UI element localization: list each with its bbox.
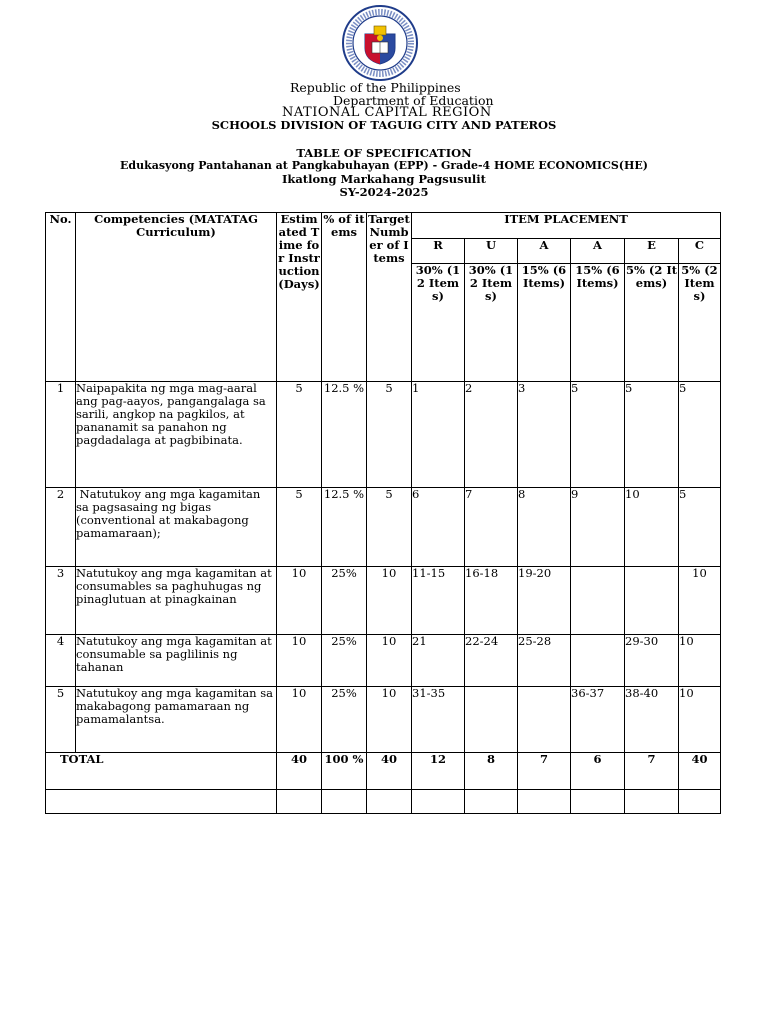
row-r: 1 xyxy=(412,382,465,488)
row-e xyxy=(625,567,679,635)
row-competency: Natutukoy ang mga kagamitan sa pagsasaing ng bigas (conventional at makabagong pamamaraan); xyxy=(76,488,277,567)
row-percent: 25% xyxy=(322,567,367,635)
region-line: NATIONAL CAPITAL REGION xyxy=(282,105,492,120)
level-code-e: E xyxy=(625,239,679,264)
row-c: 10 xyxy=(679,687,721,753)
row-c: 10 xyxy=(679,567,721,635)
row-percent: 12.5 % xyxy=(322,488,367,567)
subject-line: Edukasyong Pantahanan at Pangkabuhayan (EPP) - Grade-4 HOME ECONOMICS(HE) xyxy=(120,159,648,172)
row-r: 21 xyxy=(412,635,465,687)
row-days: 5 xyxy=(277,382,322,488)
row-a2: 36-37 xyxy=(571,687,625,753)
empty-cell xyxy=(571,790,625,814)
department-line: Department of Education xyxy=(333,93,494,108)
empty-cell xyxy=(322,790,367,814)
total-label: TOTAL xyxy=(46,753,277,790)
header-competencies: Competencies (MATATAG Curriculum) xyxy=(76,213,277,382)
deped-seal-logo xyxy=(341,4,419,82)
header-estimated-time: Estimated Time for Instruction (Days) xyxy=(277,213,322,382)
level-weight-a: 15% (6 Items) xyxy=(518,264,571,382)
row-u: 22-24 xyxy=(465,635,518,687)
level-code-a2: A xyxy=(571,239,625,264)
row-percent: 25% xyxy=(322,635,367,687)
level-weight-u: 30% (12 Items) xyxy=(465,264,518,382)
total-r: 12 xyxy=(412,753,465,790)
row-r: 6 xyxy=(412,488,465,567)
row-target: 5 xyxy=(367,382,412,488)
total-percent: 100 % xyxy=(322,753,367,790)
row-a2 xyxy=(571,567,625,635)
row-percent: 12.5 % xyxy=(322,382,367,488)
level-code-u: U xyxy=(465,239,518,264)
row-competency: Natutukoy ang mga kagamitan sa makabagong pamamaraan ng pamamalantsa. xyxy=(76,687,277,753)
row-target: 5 xyxy=(367,488,412,567)
row-c: 10 xyxy=(679,635,721,687)
total-a1: 7 xyxy=(518,753,571,790)
row-u: 16-18 xyxy=(465,567,518,635)
specification-table xyxy=(45,212,721,814)
row-e: 38-40 xyxy=(625,687,679,753)
row-no: 1 xyxy=(46,382,76,488)
table-row xyxy=(46,567,721,635)
row-a2: 5 xyxy=(571,382,625,488)
empty-cell xyxy=(465,790,518,814)
row-r: 31-35 xyxy=(412,687,465,753)
empty-row xyxy=(46,790,721,814)
row-u: 2 xyxy=(465,382,518,488)
republic-line: Republic of the Philippines xyxy=(290,80,461,95)
row-e: 29-30 xyxy=(625,635,679,687)
row-a1: 8 xyxy=(518,488,571,567)
row-target: 10 xyxy=(367,687,412,753)
row-a1: 19-20 xyxy=(518,567,571,635)
row-c: 5 xyxy=(679,488,721,567)
row-days: 10 xyxy=(277,635,322,687)
total-e: 7 xyxy=(625,753,679,790)
row-a1: 3 xyxy=(518,382,571,488)
row-competency: Natutukoy ang mga kagamitan at consumables sa paghuhugas ng pinaglutuan at pinagkainan xyxy=(76,567,277,635)
total-u: 8 xyxy=(465,753,518,790)
empty-cell xyxy=(46,790,277,814)
row-e: 10 xyxy=(625,488,679,567)
level-weight-r: 30% (12 Items) xyxy=(412,264,465,382)
row-days: 10 xyxy=(277,567,322,635)
level-weight-e: 5% (2 Items) xyxy=(625,264,679,382)
row-no: 5 xyxy=(46,687,76,753)
row-target: 10 xyxy=(367,635,412,687)
row-no: 2 xyxy=(46,488,76,567)
row-e: 5 xyxy=(625,382,679,488)
table-row xyxy=(46,488,721,567)
school-year-line: SY-2024-2025 xyxy=(339,185,429,199)
level-weight-a2: 15% (6 Items) xyxy=(571,264,625,382)
row-competency: Natutukoy ang mga kagamitan at consumable sa paglilinis ng tahanan xyxy=(76,635,277,687)
row-u: 7 xyxy=(465,488,518,567)
header-item-placement: ITEM PLACEMENT xyxy=(412,213,721,239)
empty-cell xyxy=(412,790,465,814)
empty-cell xyxy=(625,790,679,814)
row-days: 5 xyxy=(277,488,322,567)
total-a2: 6 xyxy=(571,753,625,790)
row-days: 10 xyxy=(277,687,322,753)
row-competency: Naipapakita ng mga mag-aaral ang pag-aayos, pangangalaga sa sarili, angkop na pagkilos, at pananamit sa panahon ng pagdadalaga at pagbibinata. xyxy=(76,382,277,488)
division-line: SCHOOLS DIVISION OF TAGUIG CITY AND PATEROS xyxy=(211,118,557,132)
row-r: 11-15 xyxy=(412,567,465,635)
header-target-items: Target Number of Items xyxy=(367,213,412,382)
empty-cell xyxy=(679,790,721,814)
total-c: 40 xyxy=(679,753,721,790)
row-a1 xyxy=(518,687,571,753)
empty-cell xyxy=(367,790,412,814)
row-target: 10 xyxy=(367,567,412,635)
empty-cell xyxy=(277,790,322,814)
table-row xyxy=(46,687,721,753)
total-days: 40 xyxy=(277,753,322,790)
empty-cell xyxy=(518,790,571,814)
row-no: 3 xyxy=(46,567,76,635)
row-u xyxy=(465,687,518,753)
level-code-r: R xyxy=(412,239,465,264)
row-c: 5 xyxy=(679,382,721,488)
header-no: No. xyxy=(46,213,76,382)
total-row xyxy=(46,753,721,790)
row-a2 xyxy=(571,635,625,687)
total-target: 40 xyxy=(367,753,412,790)
level-code-a: A xyxy=(518,239,571,264)
document-title: TABLE OF SPECIFICATION xyxy=(296,146,472,160)
row-a1: 25-28 xyxy=(518,635,571,687)
row-a2: 9 xyxy=(571,488,625,567)
quarter-line: Ikatlong Markahang Pagsusulit xyxy=(282,172,486,186)
header-percent-items: % of items xyxy=(322,213,367,382)
level-code-c: C xyxy=(679,239,721,264)
table-row xyxy=(46,635,721,687)
row-percent: 25% xyxy=(322,687,367,753)
level-weight-c: 5% (2 Items) xyxy=(679,264,721,382)
table-row xyxy=(46,382,721,488)
row-no: 4 xyxy=(46,635,76,687)
